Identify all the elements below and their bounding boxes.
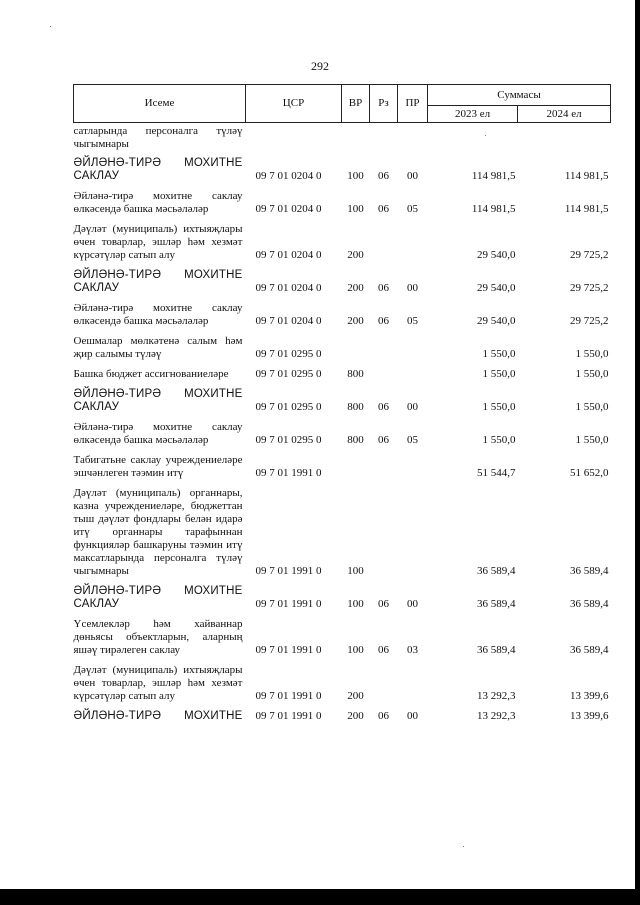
row-csr: 09 7 01 0204 0 xyxy=(255,282,322,294)
row-name: ӘЙЛӘНӘ-ТИРӘ МОХИТНЕ САКЛАУ xyxy=(73,157,243,182)
row-sum-2023: 1 550,0 xyxy=(482,401,516,413)
row-name: Башка бюджет ассигнованиеләре xyxy=(73,368,229,380)
row-pr: 00 xyxy=(407,710,418,722)
row-name: Табигатьне саклау учреждениеләре эшчәнлеген тәэмин итү xyxy=(73,454,243,479)
row-rz: 06 xyxy=(378,315,389,327)
row-vr xyxy=(342,331,370,364)
row-vr: 200 xyxy=(347,249,364,261)
scan-speck xyxy=(463,846,464,847)
table-row xyxy=(74,450,611,483)
row-sum-2023: 29 540,0 xyxy=(477,249,516,261)
row-sum-2024: 1 550,0 xyxy=(575,368,609,380)
row-sum-2023: 13 292,3 xyxy=(477,710,516,722)
row-pr xyxy=(398,450,428,483)
budget-table xyxy=(73,84,611,726)
row-sum-2023: 1 550,0 xyxy=(482,434,516,446)
row-name: Оешмалар мөлкәтенә салым һәм җир салымы түләү xyxy=(73,335,243,360)
page-number: 292 xyxy=(311,59,329,73)
row-sum-2024: 1 550,0 xyxy=(575,434,609,446)
row-sum-2024: 36 589,4 xyxy=(570,598,609,610)
row-csr: 09 7 01 1991 0 xyxy=(255,690,322,702)
header-vr: ВР xyxy=(342,85,370,123)
table-row xyxy=(74,265,611,298)
row-sum-2023: 36 589,4 xyxy=(477,644,516,656)
table-row xyxy=(74,483,611,581)
row-csr: 09 7 01 1991 0 xyxy=(255,598,322,610)
row-vr: 200 xyxy=(347,315,364,327)
row-pr: 00 xyxy=(407,282,418,294)
row-vr xyxy=(342,123,370,154)
row-pr: 00 xyxy=(407,401,418,413)
row-name: сатларында персоналга түләү чыгымнары xyxy=(73,125,243,150)
row-pr xyxy=(398,331,428,364)
row-rz xyxy=(370,331,398,364)
row-rz xyxy=(370,483,398,581)
header-sums: Суммасы xyxy=(428,85,611,106)
row-vr: 100 xyxy=(347,565,364,577)
row-csr: 09 7 01 0295 0 xyxy=(255,348,322,360)
row-csr: 09 7 01 0295 0 xyxy=(255,434,322,446)
row-csr: 09 7 01 1991 0 xyxy=(255,644,322,656)
table-row xyxy=(74,660,611,706)
table-row xyxy=(74,706,611,726)
row-csr: 09 7 01 0295 0 xyxy=(255,368,322,380)
row-sum-2024 xyxy=(518,123,611,154)
row-vr: 100 xyxy=(347,598,364,610)
row-vr: 100 xyxy=(347,644,364,656)
row-sum-2023: 51 544,7 xyxy=(477,467,516,479)
row-sum-2023: 1 550,0 xyxy=(482,348,516,360)
row-pr xyxy=(398,219,428,265)
row-vr: 200 xyxy=(347,710,364,722)
table-row xyxy=(74,581,611,614)
row-name: Дәүләт (муниципаль) ихтыяҗлары өчен товарлар, эшләр һәм хезмәт күрсәтүләр сатып алу xyxy=(73,664,243,702)
table-row xyxy=(74,364,611,384)
row-vr xyxy=(342,450,370,483)
header-rz: Рз xyxy=(370,85,398,123)
row-name: Әйләнә-тирә мохитне саклау өлкәсендә башка мәсьәләләр xyxy=(73,421,243,446)
row-name: Әйләнә-тирә мохитне саклау өлкәсендә башка мәсьәләләр xyxy=(73,302,243,327)
table-row xyxy=(74,153,611,186)
row-rz xyxy=(370,660,398,706)
row-name: Үсемлекләр һәм хайваннар дөньясы объектларын, аларның яшәү тирәлеген саклау xyxy=(73,618,243,656)
row-vr: 800 xyxy=(347,368,364,380)
scan-speck xyxy=(50,26,51,27)
table-row xyxy=(74,331,611,364)
row-sum-2023: 36 589,4 xyxy=(477,565,516,577)
row-rz: 06 xyxy=(378,401,389,413)
row-sum-2024: 36 589,4 xyxy=(570,565,609,577)
row-pr: 05 xyxy=(407,203,418,215)
row-rz xyxy=(370,364,398,384)
row-rz: 06 xyxy=(378,282,389,294)
row-name: Әйләнә-тирә мохитне саклау өлкәсендә башка мәсьәләләр xyxy=(73,190,243,215)
scan-speck xyxy=(485,135,486,136)
row-sum-2023: 36 589,4 xyxy=(477,598,516,610)
row-csr: 09 7 01 1991 0 xyxy=(255,467,322,479)
row-name: ӘЙЛӘНӘ-ТИРӘ МОХИТНЕ САКЛАУ xyxy=(73,269,243,294)
row-sum-2024: 29 725,2 xyxy=(570,249,609,261)
header-year-2024: 2024 ел xyxy=(518,106,611,123)
header-pr: ПР xyxy=(398,85,428,123)
row-sum-2024: 13 399,6 xyxy=(570,710,609,722)
scan-border-bottom xyxy=(0,889,640,905)
row-rz xyxy=(370,123,398,154)
row-csr: 09 7 01 1991 0 xyxy=(255,710,322,722)
row-sum-2024: 114 981,5 xyxy=(564,203,609,215)
row-name: ӘЙЛӘНӘ-ТИРӘ МОХИТНЕ САКЛАУ xyxy=(73,388,243,413)
row-vr: 100 xyxy=(347,203,364,215)
row-vr: 200 xyxy=(347,282,364,294)
row-csr xyxy=(246,123,342,154)
table-row xyxy=(74,384,611,417)
row-csr: 09 7 01 0204 0 xyxy=(255,170,322,182)
row-vr: 800 xyxy=(347,401,364,413)
row-vr: 800 xyxy=(347,434,364,446)
row-sum-2023: 1 550,0 xyxy=(482,368,516,380)
row-sum-2024: 29 725,2 xyxy=(570,315,609,327)
table-row xyxy=(74,219,611,265)
row-rz xyxy=(370,450,398,483)
row-sum-2024: 1 550,0 xyxy=(575,401,609,413)
header-year-2023: 2023 ел xyxy=(428,106,518,123)
table-row xyxy=(74,186,611,219)
row-pr: 05 xyxy=(407,315,418,327)
row-vr: 100 xyxy=(347,170,364,182)
scan-border-right xyxy=(635,0,640,905)
row-name: Дәүләт (муниципаль) органнары, казна учреждениеләре, бюджеттан тыш дәүләт фондлары белән идарә итү органнары тарафыннан функцияләр башкаруны тәэмин итү максатларында персоналга түләү чыгымнары xyxy=(73,487,243,577)
row-sum-2024: 36 589,4 xyxy=(570,644,609,656)
row-rz xyxy=(370,219,398,265)
header-csr: ЦСР xyxy=(246,85,342,123)
row-vr: 200 xyxy=(347,690,364,702)
row-sum-2023: 29 540,0 xyxy=(477,282,516,294)
table-row xyxy=(74,298,611,331)
row-sum-2024: 51 652,0 xyxy=(570,467,609,479)
row-sum-2024: 13 399,6 xyxy=(570,690,609,702)
row-name: ӘЙЛӘНӘ-ТИРӘ МОХИТНЕ xyxy=(73,710,243,722)
row-rz: 06 xyxy=(378,434,389,446)
row-csr: 09 7 01 0204 0 xyxy=(255,315,322,327)
row-sum-2024: 1 550,0 xyxy=(575,348,609,360)
row-rz: 06 xyxy=(378,644,389,656)
row-pr xyxy=(398,660,428,706)
row-csr: 09 7 01 1991 0 xyxy=(255,565,322,577)
row-csr: 09 7 01 0204 0 xyxy=(255,249,322,261)
row-name: ӘЙЛӘНӘ-ТИРӘ МОХИТНЕ САКЛАУ xyxy=(73,585,243,610)
table-row xyxy=(74,123,611,154)
row-pr xyxy=(398,123,428,154)
row-sum-2023: 13 292,3 xyxy=(477,690,516,702)
row-sum-2023 xyxy=(428,123,518,154)
table-row xyxy=(74,614,611,660)
table-row xyxy=(74,417,611,450)
row-pr xyxy=(398,483,428,581)
row-rz: 06 xyxy=(378,598,389,610)
row-rz: 06 xyxy=(378,710,389,722)
row-pr xyxy=(398,364,428,384)
row-csr: 09 7 01 0295 0 xyxy=(255,401,322,413)
row-pr: 00 xyxy=(407,598,418,610)
row-sum-2024: 29 725,2 xyxy=(570,282,609,294)
row-sum-2023: 29 540,0 xyxy=(477,315,516,327)
row-rz: 06 xyxy=(378,170,389,182)
row-pr: 05 xyxy=(407,434,418,446)
row-pr: 00 xyxy=(407,170,418,182)
row-csr: 09 7 01 0204 0 xyxy=(255,203,322,215)
row-sum-2023: 114 981,5 xyxy=(471,170,516,182)
row-rz: 06 xyxy=(378,203,389,215)
row-name: Дәүләт (муниципаль) ихтыяҗлары өчен товарлар, эшләр һәм хезмәт күрсәтүләр сатып алу xyxy=(73,223,243,261)
header-name: Исеме xyxy=(74,85,246,123)
row-sum-2023: 114 981,5 xyxy=(471,203,516,215)
row-pr: 03 xyxy=(407,644,418,656)
row-sum-2024: 114 981,5 xyxy=(564,170,609,182)
